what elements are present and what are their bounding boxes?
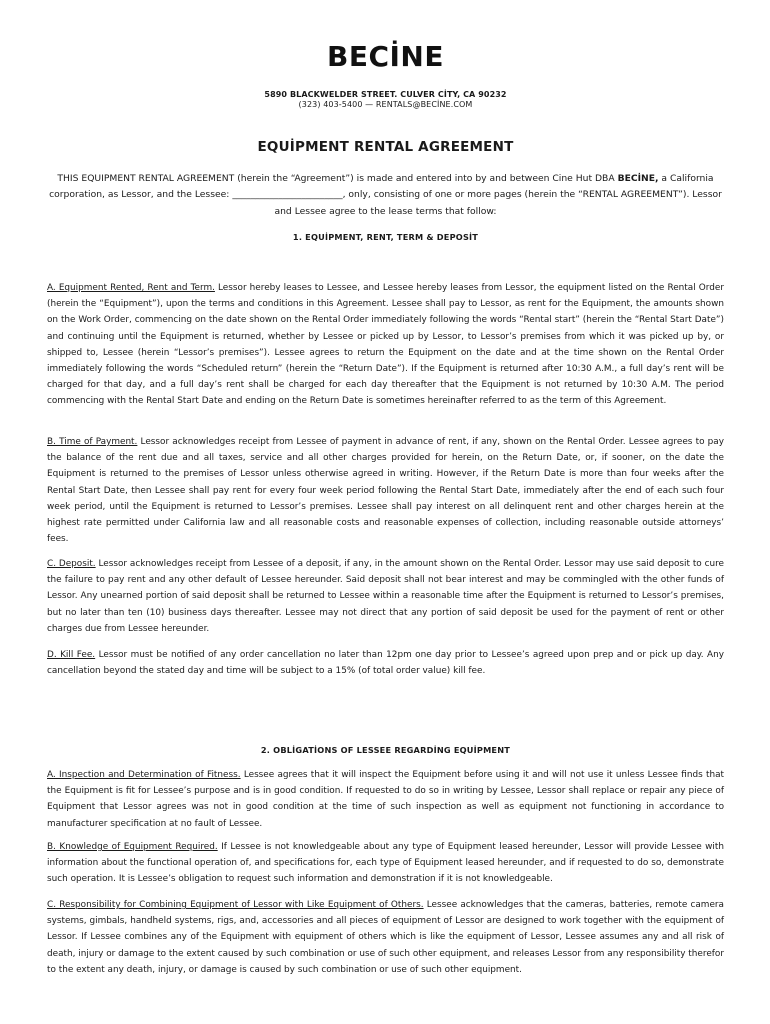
clause-body: Lessor acknowledges receipt from Lessee of payment in advance of rent, if any, shown on the Rental Order. Lessee agrees to pay the balance of the rent due and all taxes, service and all other charges provided for herein, on the Return Date, or, if sooner, on the date the Equipment is returned to the premises of Lessor unless otherwise agreed in writing. However, if the Return Date is more than four weeks after the Rental Start Date, then Lessee shall pay rent for every four week period following the Rental Start Date, immediately after the end of each such four week period, until the Equipment is returned to Lessor’s premises. Lessee shall pay interest on all delinquent rent and other charges herein at the highest rate permitted under California law and all reasonable costs and reasonable expenses of collection, including reasonable outside attorneys’ fees. xyxy=(47,437,725,545)
clause-heading: D. Kill Fee. xyxy=(47,650,96,660)
clause-body: If Lessee is not knowledgeable about any type of Equipment leased hereunder, Lessor will provide Lessee with information about the functional operation of, and specifications for, each type of Equipment leased hereunder, and if requested to do so, demonstrate such operation. It is Lessee’s obligation to request such information and demonstration if it is not knowledgeable. xyxy=(47,842,724,885)
clause-1d xyxy=(47,647,724,679)
clause-heading: C. Deposit. xyxy=(47,559,96,569)
clause-heading: B. Time of Payment. xyxy=(47,437,138,447)
clause-heading: C. Responsibility for Combining Equipment of Lessor with Like Equipment of Others. xyxy=(47,900,424,910)
section-2-title: 2. OBLİGATİONS OF LESSEE REGARDİNG EQUİPMENT xyxy=(260,745,511,755)
intro-text-2: a California corporation, as Lessor, and the Lessee: ________________________, only, consisting of one or more pages (herein the “RENTAL AGREEMENT”). Lessor and Lessee agree to the lease terms that follow: xyxy=(49,173,722,217)
clause-1b xyxy=(47,434,724,547)
intro-brand: BECİNE, xyxy=(617,173,659,184)
clause-1a xyxy=(47,280,724,410)
clause-2b xyxy=(47,839,724,888)
company-logo: BECİNE xyxy=(327,40,444,73)
clause-2a xyxy=(47,767,724,832)
section-1-title: 1. EQUİPMENT, RENT, TERM & DEPOSİT xyxy=(292,232,479,242)
company-contact: (323) 403-5400 — RENTALS@BECİNE.COM xyxy=(298,100,473,109)
clause-1c xyxy=(47,556,724,637)
clause-heading: A. Equipment Rented, Rent and Term. xyxy=(47,283,215,293)
intro-text-1: THIS EQUIPMENT RENTAL AGREEMENT (herein the “Agreement”) is made and entered into by and between Cine Hut DBA xyxy=(57,173,618,184)
clause-body: Lessee agrees that it will inspect the Equipment before using it and will not use it unless Lessee finds that the Equipment is fit for Lessee’s purpose and is in good condition. If requested to do so in writing by Lessee, Lessor shall replace or repair any piece of Equipment that Lessor agrees was not in good condition at the time of such inspection as well as equipment not functioning in accordance to manufacturer specification at no fault of Lessee. xyxy=(47,770,724,829)
intro-paragraph xyxy=(47,171,724,220)
clause-body: Lessor must be notified of any order cancellation no later than 12pm one day prior to Lessee’s agreed upon prep and or pick up day. Any cancellation beyond the stated day and time will be subject to a 15% (of total order value) kill fee. xyxy=(47,650,725,677)
clause-heading: B. Knowledge of Equipment Required. xyxy=(47,842,218,852)
clause-body: Lessor hereby leases to Lessee, and Lessee hereby leases from Lessor, the equipment listed on the Rental Order (herein the “Equipment”), upon the terms and conditions in this Agreement. Lessee shall pay to Lessor, as rent for the Equipment, the amounts shown on the Work Order, commencing on the date shown on the Rental Order immediately following the words “Rental start” (herein the “Rental Start Date”) and continuing until the Equipment is returned, whether by Lessee or picked up by Lessor, to Lessor’s premises from which it was picked up by, or shipped to, Lessee (herein “Lessor’s premises”). Lessee agrees to return the Equipment on the date and at the time shown on the Rental Order immediately following the words “Scheduled return” (herein the “Return Date”). If the Equipment is returned after 10:30 A.M., a full day’s rent will be charged for that day, and a full day’s rent shall be charged for each day thereafter that the Equipment is not returned by 10:30 A.M. The period commencing with the Rental Start Date and ending on the Return Date is sometimes hereinafter referred to as the term of this Agreement. xyxy=(47,283,724,407)
clause-body: Lessee acknowledges that the cameras, batteries, remote camera systems, gimbals, handheld systems, rigs, and, accessories and all pieces of equipment of Lessor are designed to work together with the equipment of Lessor. If Lessee combines any of the Equipment with equipment of others which is like the equipment of Lessor, Lessee assumes any and all risk of death, injury or damage to the extent caused by such combination or use of such other equipment, and releases Lessor from any responsibility therefor to the extent any death, injury, or damage is caused by such combination or use of such other equipment. xyxy=(47,900,724,975)
clause-body: Lessor acknowledges receipt from Lessee of a deposit, if any, in the amount shown on the Rental Order. Lessor may use said deposit to cure the failure to pay rent and any other default of Lessee hereunder. Said deposit shall not bear interest and may be commingled with the other funds of Lessor. Any unearned portion of said deposit shall be returned to Lessee within a reasonable time after the Equipment is returned to Lessor’s premises, but no later than ten (10) business days thereafter. Lessee may not direct that any portion of said deposit be used for the payment of rent or other charges due from Lessee hereunder. xyxy=(47,559,724,634)
clause-heading: A. Inspection and Determination of Fitness. xyxy=(47,770,241,780)
document-title: EQUİPMENT RENTAL AGREEMENT xyxy=(257,139,514,155)
company-address: 5890 BLACKWELDER STREET. CULVER CİTY, CA 90232 xyxy=(264,90,507,99)
clause-2c xyxy=(47,897,724,978)
